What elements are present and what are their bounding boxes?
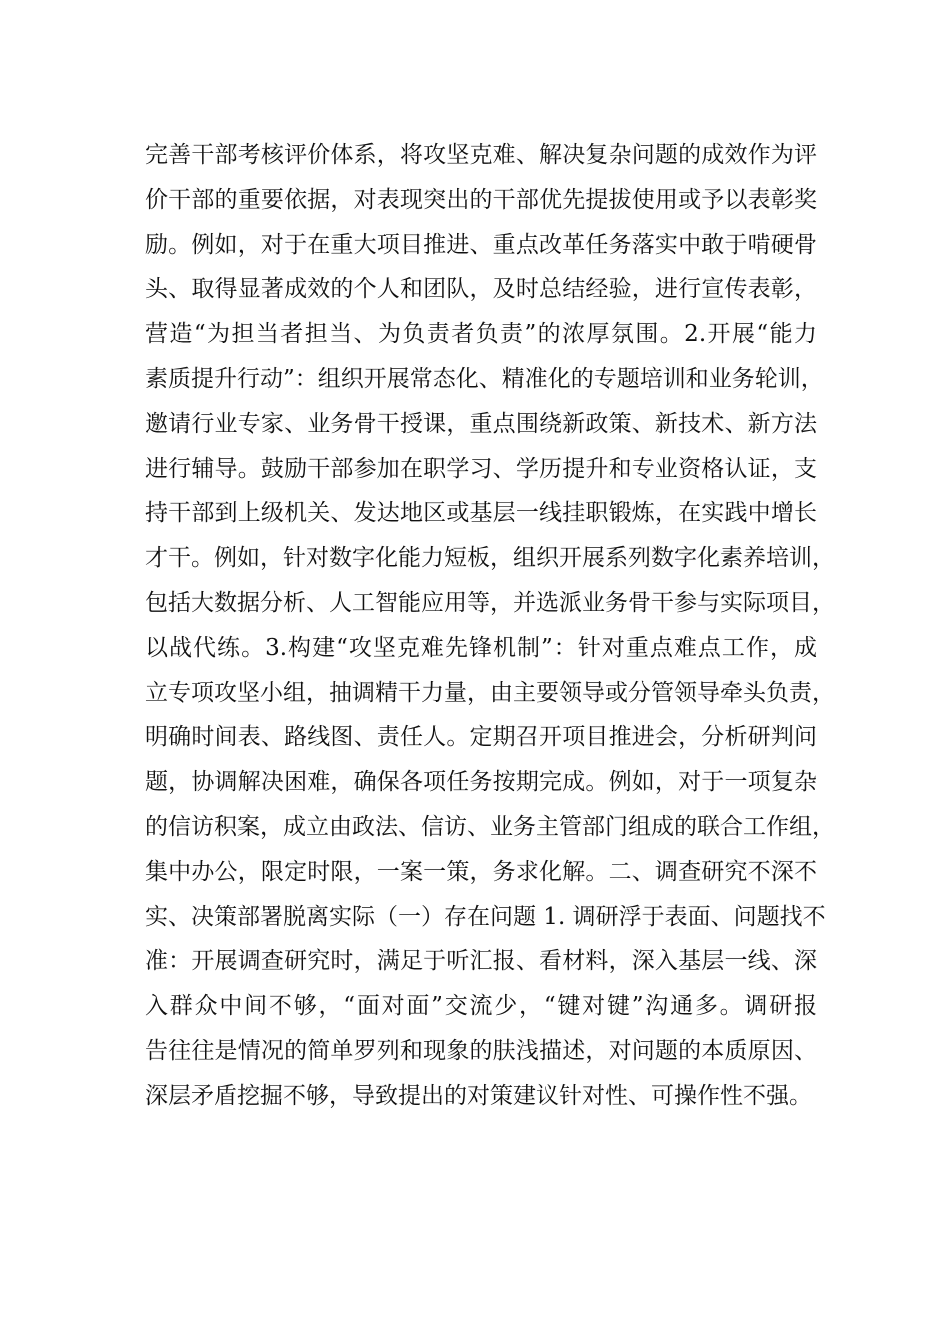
text-line: 励。例如，对于在重大项目推进、重点改革任务落实中敢于啃硬骨 — [145, 231, 817, 258]
text-line: 告往往是情况的简单罗列和现象的肤浅描述，对问题的本质原因、 — [145, 1037, 817, 1064]
text-line: 集中办公，限定时限，一案一策，务求化解。二、调查研究不深不 — [145, 858, 817, 885]
text-line: 的信访积案，成立由政法、信访、业务主管部门组成的联合工作组， — [145, 813, 835, 840]
text-line: 进行辅导。鼓励干部参加在职学习、学历提升和专业资格认证，支 — [145, 455, 817, 482]
body-text — [145, 133, 835, 1119]
text-line: 营造“为担当者担当、为负责者负责”的浓厚氛围。2.开展“能力 — [145, 321, 817, 348]
text-line: 邀请行业专家、业务骨干授课，重点围绕新政策、新技术、新方法 — [145, 410, 817, 437]
text-line: 才干。例如，针对数字化能力短板，组织开展系列数字化素养培训， — [145, 545, 835, 572]
text-line: 持干部到上级机关、发达地区或基层一线挂职锻炼，在实践中增长 — [145, 500, 817, 527]
text-line: 入群众中间不够，“面对面”交流少，“键对键”沟通多。调研报 — [145, 993, 817, 1020]
text-line: 包括大数据分析、人工智能应用等，并选派业务骨干参与实际项目， — [145, 589, 835, 616]
text-line: 准：开展调查研究时，满足于听汇报、看材料，深入基层一线、深 — [145, 948, 817, 975]
text-line: 以战代练。3.构建“攻坚克难先锋机制”：针对重点难点工作，成 — [145, 634, 817, 661]
text-line: 头、取得显著成效的个人和团队，及时总结经验，进行宣传表彰， — [145, 276, 817, 303]
text-line: 实、决策部署脱离实际（一）存在问题 1. 调研浮于表面、问题找不 — [145, 903, 826, 930]
text-line: 完善干部考核评价体系，将攻坚克难、解决复杂问题的成效作为评 — [145, 142, 817, 168]
text-line: 价干部的重要依据，对表现突出的干部优先提拔使用或予以表彰奖 — [145, 186, 817, 213]
text-line: 明确时间表、路线图、责任人。定期召开项目推进会，分析研判问 — [145, 724, 817, 751]
text-line: 深层矛盾挖掘不够，导致提出的对策建议针对性、可操作性不强。 — [145, 1082, 812, 1109]
text-line: 素质提升行动”：组织开展常态化、精准化的专题培训和业务轮训， — [145, 365, 824, 392]
text-line: 立专项攻坚小组，抽调精干力量，由主要领导或分管领导牵头负责， — [145, 679, 835, 706]
text-line: 题，协调解决困难，确保各项任务按期完成。例如，对于一项复杂 — [145, 769, 817, 796]
